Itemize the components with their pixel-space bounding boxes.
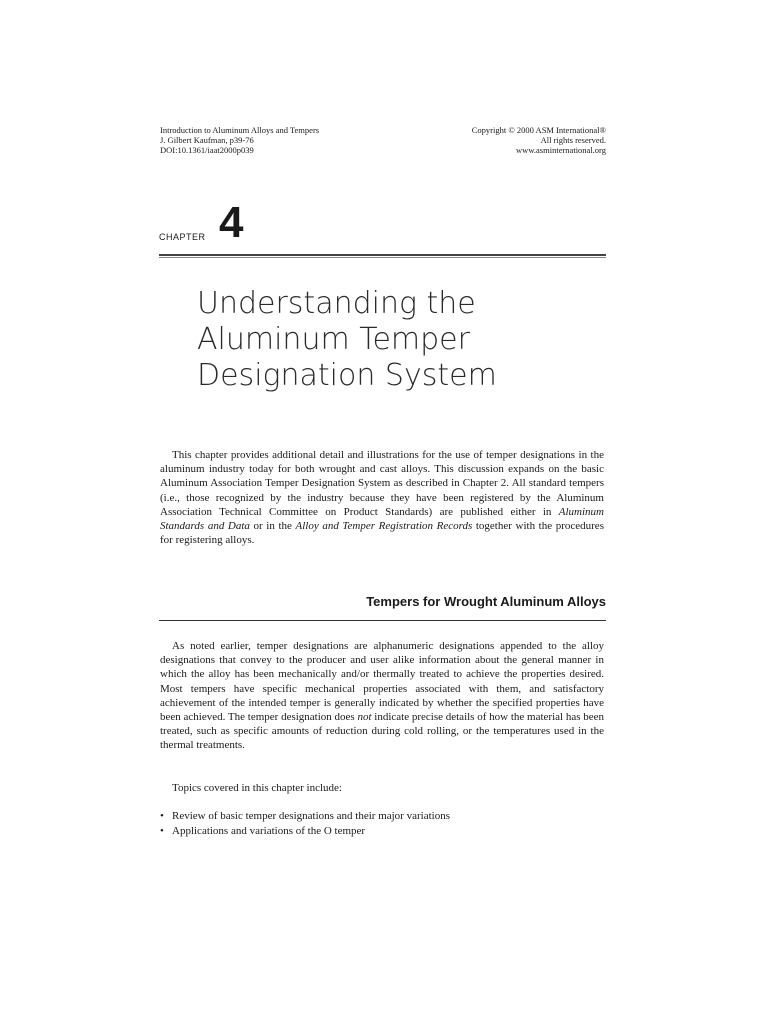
intro-text: or in the (249, 520, 296, 533)
bullet-icon: • (160, 825, 164, 837)
copyright-block (472, 125, 606, 155)
list-item (160, 809, 604, 824)
section-heading: Tempers for Wrought Aluminum Alloys (366, 594, 606, 609)
intro-paragraph (160, 448, 604, 547)
body-paragraph (160, 639, 604, 753)
list-item-text: Review of basic temper designations and their major variations (172, 810, 450, 822)
copyright-notice: Copyright © 2000 ASM International® (471, 125, 606, 135)
body-text: As noted earlier, temper designations are alphanumeric designations appended to the alloy designations that convey to the producer and user alike information about the general manner in which the alloy has been mechanically and/or thermally treated to achieve the properties desired. Most tempers have specific mechanical properties associated with them, and satisfactory achievement of the intended temper is generally indicated by whether the specified properties have been achieved. The temper designation does (160, 640, 604, 724)
citation-block (160, 125, 319, 155)
topics-list (160, 809, 604, 839)
list-item-text: Applications and variations of the O temper (172, 825, 366, 837)
intro-text: together with the procedures for registering alloys. (160, 520, 604, 547)
rights-reserved: All rights reserved. (540, 135, 606, 145)
intro-reference-standards: Aluminum Standards and Data (160, 505, 604, 533)
intro-reference-records: Alloy and Temper Registration Records (295, 520, 473, 533)
bullet-icon: • (160, 810, 164, 822)
publisher-website: www.asminternational.org (516, 145, 606, 155)
intro-text: This chapter provides additional detail and illustrations for the use of temper designations in the aluminum industry today for both wrought and cast alloys. This discussion expands on the basic Aluminum Association Temper Designation System as described in Chapter 2. All standard tempers (i.e., those recognized by the industry because they have been registered by the Aluminum Association Technical Committee on Product Standards) are published either in (160, 449, 604, 518)
body-text: indicate precise details of how the material has been treated, such as specific amounts of reduction during cold rolling, or the temperatures used in the thermal treatments. (160, 711, 604, 752)
chapter-title (197, 286, 497, 394)
citation-doi: DOI:10.1361/iaat2000p039 (160, 145, 254, 155)
citation-book-title: Introduction to Aluminum Alloys and Tempers (160, 125, 320, 135)
chapter-rule (159, 254, 606, 256)
chapter-title-line: Understanding the (197, 286, 476, 321)
chapter-title-line: Aluminum Temper (197, 322, 470, 357)
citation-author-pages: J. Gilbert Kaufman, p39-76 (160, 135, 254, 145)
chapter-label: CHAPTER (159, 232, 206, 242)
section-rule (159, 620, 606, 621)
list-item (160, 824, 604, 839)
topics-intro: Topics covered in this chapter include: (172, 782, 342, 794)
chapter-title-line: Designation System (197, 358, 497, 393)
chapter-rule-thin (159, 257, 606, 258)
body-emphasis: not (357, 711, 372, 724)
chapter-number: 4 (219, 198, 244, 247)
